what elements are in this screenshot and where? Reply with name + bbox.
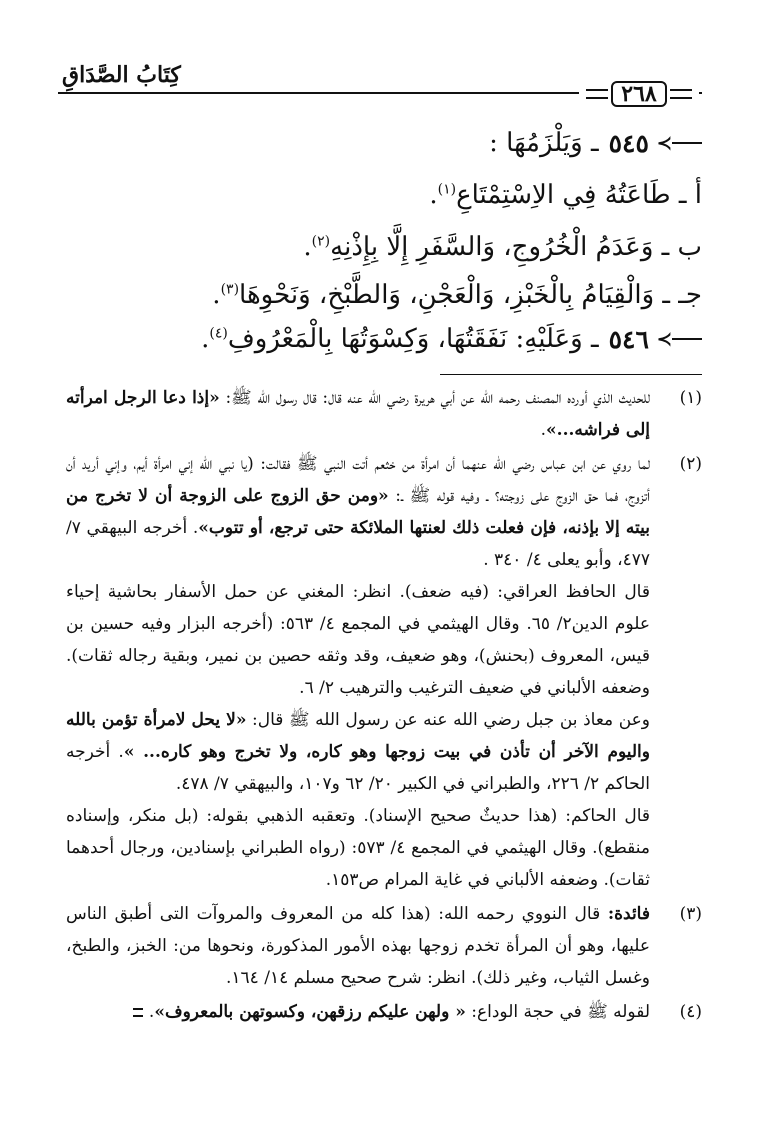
footnote-ref[interactable]: (٣) <box>220 281 240 298</box>
entry-text: ـ وَيَلْزَمُهَا : <box>489 128 599 158</box>
page-number: ٢٦٨ <box>611 81 666 107</box>
footnote-separator <box>440 374 702 375</box>
item-j-text: جـ ـ وَالْقِيَامُ بِالْخَبْزِ، وَالْعَجْنِ، وَالطَّبْخِ، وَنَحْوِهَا <box>239 280 702 310</box>
footnote-number: (١) <box>679 388 702 408</box>
footnote-number: (٣) <box>679 904 702 924</box>
footnote-number: (٢) <box>679 454 702 474</box>
ornament-dash-left <box>586 89 608 99</box>
footnote-3 <box>66 898 702 994</box>
footnote-text: وعن معاذ بن جبل رضي الله عنه عن رسول الله ﷺ قال: <box>246 710 650 730</box>
footnote-paragraph: قال الحافظ العراقي: (فيه ضعف). انظر: المغني عن حمل الأسفار بحاشية إحياء علوم الدين٢/ ٦٥. وقال الهيثمي في المجمع ٤/ ٥٦٣: (أخرجه البزار وفيه حسين بن قيس، المعروف (بحنش)، وهو ضعيف، وقد وثقه حصين بن نمير، وبقية رجاله ثقات). وضعفه الألباني في ضعيف الترغيب والترهيب ٢/ ٦. <box>66 582 650 698</box>
footnote-ref[interactable]: (٢) <box>311 233 331 250</box>
ornament-dash-right <box>670 89 692 99</box>
item-b-text: ب ـ وَعَدَمُ الْخُرُوجِ، وَالسَّفَرِ إِلَّا بِإِذْنِهِ <box>330 232 702 262</box>
hadith-quote: «ومن حق الزوج على الزوجة أن لا تخرج من بيته إلا بإذنه، فإن فعلت ذلك لعنتها الملائكة حتى ترجع، أو تتوب» <box>66 486 651 538</box>
footnote-number: (٤) <box>679 1002 702 1022</box>
footnotes <box>66 382 702 1028</box>
footnote-1 <box>66 382 702 446</box>
footnote-text: قال النووي رحمه الله: (هذا كله من المعروف والمروآت التى أطبق الناس عليها، وهو أن المرأة تخدم زوجها بهذه الأمور المذكورة، ونحوها من: الخبز، والطبخ، وغسل الثياب، وغير ذلك). انظر: شرح صحيح مسلم ١٤/ ١٦٤. <box>66 904 650 988</box>
entry-number: ٥٤٥ <box>608 128 649 158</box>
item-j <box>212 280 702 310</box>
footnote-ref[interactable]: (٤) <box>209 325 228 342</box>
entry-546 <box>201 324 702 354</box>
footnote-4 <box>66 996 702 1028</box>
note-lead: فائدة: <box>607 904 650 924</box>
footnote-ref[interactable]: (١) <box>437 181 457 198</box>
page-number-ornament <box>579 82 699 106</box>
hadith-quote: «لا يحل لامرأة تؤمن بالله واليوم الآخر أن تأذن في بيت زوجها وهو كاره، ولا تخرج وهو كاره... » <box>66 710 650 762</box>
entry-number: ٥٤٦ <box>608 324 649 354</box>
footnote-text: للحديث الذي أورده المصنف رحمه الله عن أبي هريرة رضي الله عنه قال: قال رسول الله ﷺ: <box>219 388 650 408</box>
entry-text: ـ وَعَلَيْهِ: نَفَقَتُهَا، وَكِسْوَتُهَا بِالْمَعْرُوفِ <box>227 324 599 354</box>
entry-marker-icon: ≺ <box>659 329 702 350</box>
footnote-source: . أخرجه الحاكم ٢/ ٢٢٦، والطبراني في الكبير ٢٠/ ٦٢ و١٠٧، والبيهقي ٧/ ٤٧٨. <box>66 742 650 794</box>
hadith-quote: «إذا دعا الرجل امرأته إلى فراشه...» <box>66 388 650 440</box>
item-a-text: أ ـ طَاعَتُهُ فِي الاِسْتِمْتَاعِ <box>456 180 702 210</box>
footnote-text: لما روي عن ابن عباس رضي الله عنهما أن امرأة من خثعم أتت النبي ﷺ فقالت: (يا نبي الله إني امرأة أيم، وإني أريد أن أتزوج، فما حق الزوج على زوجته؟ ـ وفيه قوله ﷺ ـ: <box>66 454 650 506</box>
entry-end: . <box>201 324 210 354</box>
footnote-2 <box>66 448 702 896</box>
item-a <box>429 180 702 210</box>
item-a-end: . <box>429 180 438 210</box>
hadith-quote: « ولهن عليكم رزقهن، وكسوتهن بالمعروف» <box>154 1002 466 1022</box>
footnote-source: . أخرجه البيهقي ٧/ ٤٧٧، وأبو يعلى ٤/ ٣٤٠ . <box>66 518 650 570</box>
entry-marker-icon: ≺ <box>659 133 702 154</box>
chapter-title: كِتَابُ الصَّدَاقِ <box>62 62 181 88</box>
footnote-text: لقوله ﷺ في حجة الوداع: <box>465 1002 650 1022</box>
footnote-paragraph: قال الحاكم: (هذا حديثٌ صحيح الإسناد). وتعقبه الذهبي بقوله: (بل منكر، وإسناده منقطع). وقال الهيثمي في المجمع ٤/ ٥٧٣: (رواه الطبراني بإسنادين، ورجال أحدهما ثقات). وضعفه الألباني في غاية المرام ص١٥٣. <box>66 806 650 890</box>
footnote-end: . <box>540 420 547 440</box>
footnote-end: . <box>148 1002 155 1022</box>
end-mark-icon <box>133 1008 143 1017</box>
item-b-end: . <box>303 232 312 262</box>
entry-545 <box>489 128 702 158</box>
item-j-end: . <box>212 280 221 310</box>
item-b <box>303 232 702 262</box>
